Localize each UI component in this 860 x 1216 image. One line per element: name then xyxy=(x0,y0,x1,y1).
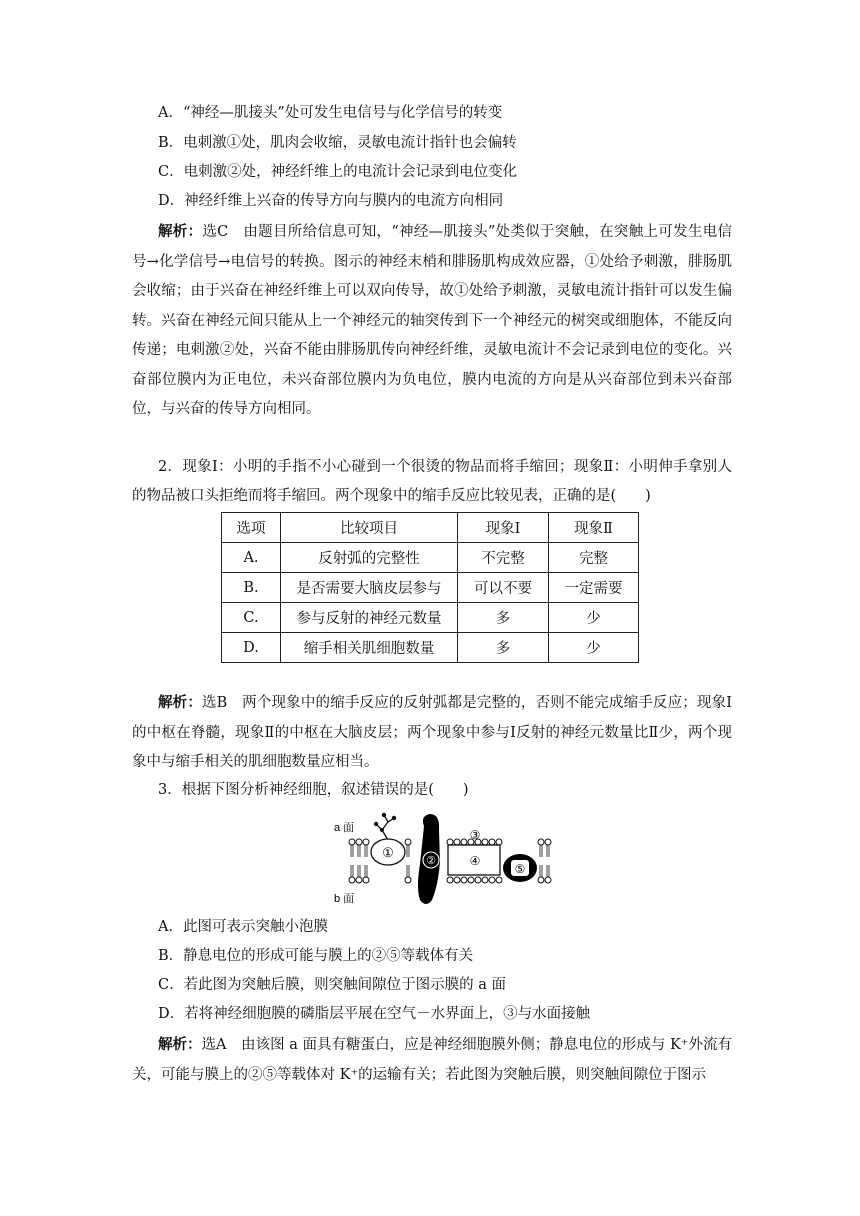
table-cell: C. xyxy=(222,603,281,633)
table-cell: 不完整 xyxy=(458,543,549,573)
table-row xyxy=(222,543,639,573)
marker-2: ② xyxy=(426,854,436,867)
membrane-figure xyxy=(330,812,560,908)
table-cell: 少 xyxy=(549,633,639,663)
q2-analysis xyxy=(132,688,732,778)
table-row xyxy=(222,573,639,603)
table-row xyxy=(222,633,639,663)
table-cell: 完整 xyxy=(549,543,639,573)
q3-option-b: B．静息电位的形成可能与膜上的②⑤等载体有关 xyxy=(158,948,474,964)
analysis-text: 选B 两个现象中的缩手反应的反射弧都是完整的，否则不能完成缩手反应；现象Ⅰ的中枢在脊髓，现象Ⅱ的中枢在大脑皮层；两个现象中参与Ⅰ反射的神经元数量比Ⅱ少，两个现象中与缩手相关的肌细胞数量应相当。 xyxy=(132,695,732,770)
table-cell: 可以不要 xyxy=(458,573,549,603)
table-cell: 参与反射的神经元数量 xyxy=(281,603,458,633)
marker-5: ⑤ xyxy=(514,862,526,876)
analysis-text: 选C 由题目所给信息可知，“神经—肌接头”处类似于突触，在突触上可发生电信号→化学信号→电信号的转换。图示的神经末梢和腓肠肌构成效应器，①处给予刺激，腓肠肌会收缩；由于兴奋在神经纤维上可以双向传导，故①处给予刺激，灵敏电流计指针可以发生偏转。兴奋在神经元间只能从上一个神经元的轴突传到下一个神经元的树突或细胞体，不能反向传递；电刺激②处，兴奋不能由腓肠肌传向神经纤维，灵敏电流计不会记录到电位的变化。兴奋部位膜内为正电位，未兴奋部位膜内为负电位，膜内电流的方向是从兴奋部位到未兴奋部位，与兴奋的传导方向相同。 xyxy=(132,224,732,417)
table-header-cell: 选项 xyxy=(222,513,281,543)
table-cell: 多 xyxy=(458,633,549,663)
table-cell: 多 xyxy=(458,603,549,633)
table-cell: A. xyxy=(222,543,281,573)
q1-analysis xyxy=(132,217,732,425)
marker-3: ③ xyxy=(469,828,481,842)
q2-stem: 2．现象Ⅰ：小明的手指不小心碰到一个很烫的物品而将手缩回；现象Ⅱ：小明伸手拿别人的物品被口头拒绝而将手缩回。两个现象中的缩手反应比较见表，正确的是( ) xyxy=(132,459,732,504)
marker-1: ① xyxy=(382,846,394,861)
table-cell: B. xyxy=(222,573,281,603)
analysis-text: 选A 由该图 a 面具有糖蛋白，应是神经细胞膜外侧；静息电位的形成与 K⁺外流有关，可能与膜上的②⑤等载体对 K⁺的运输有关；若此图为突触后膜，则突触间隙位于图示 xyxy=(132,1037,732,1083)
glycoprotein-chain xyxy=(376,815,394,840)
analysis-label: 解析： xyxy=(158,1036,202,1053)
q3-option-c: C．若此图为突触后膜，则突触间隙位于图示膜的 a 面 xyxy=(158,977,506,993)
q3-option-d: D．若将神经细胞膜的磷脂层平展在空气－水界面上，③与水面接触 xyxy=(158,1006,591,1022)
sugar-residues xyxy=(374,813,396,832)
table-cell: 反射弧的完整性 xyxy=(281,543,458,573)
table-cell: 一定需要 xyxy=(549,573,639,603)
q1-option-a: A．“神经—肌接头”处可发生电信号与化学信号的转变 xyxy=(158,105,503,121)
q1-option-d: D．神经纤维上兴奋的传导方向与膜内的电流方向相同 xyxy=(158,193,504,209)
table-cell: 缩手相关肌细胞数量 xyxy=(281,633,458,663)
q3-stem: 3．根据下图分析神经细胞，叙述错误的是( ) xyxy=(158,782,469,798)
table-row xyxy=(222,603,639,633)
table-header-row xyxy=(222,513,639,543)
comparison-table xyxy=(221,512,639,663)
table-cell: 少 xyxy=(549,603,639,633)
table-cell: 是否需要大脑皮层参与 xyxy=(281,573,458,603)
analysis-label: 解析： xyxy=(158,223,203,240)
q1-option-c: C．电刺激②处，神经纤维上的电流计会记录到电位变化 xyxy=(158,164,518,180)
q1-option-b: B．电刺激①处，肌肉会收缩，灵敏电流计指针也会偏转 xyxy=(158,135,517,151)
q3-option-a: A．此图可表示突触小泡膜 xyxy=(158,919,328,935)
marker-4: ④ xyxy=(469,854,481,868)
label-a-face: a 面 xyxy=(334,822,355,834)
table-header-cell: 现象Ⅰ xyxy=(458,513,549,543)
label-b-face: b 面 xyxy=(334,893,355,905)
table-cell: D. xyxy=(222,633,281,663)
analysis-label: 解析： xyxy=(158,694,203,711)
table-header-cell: 现象Ⅱ xyxy=(549,513,639,543)
table-header-cell: 比较项目 xyxy=(281,513,458,543)
q3-analysis xyxy=(132,1030,732,1090)
